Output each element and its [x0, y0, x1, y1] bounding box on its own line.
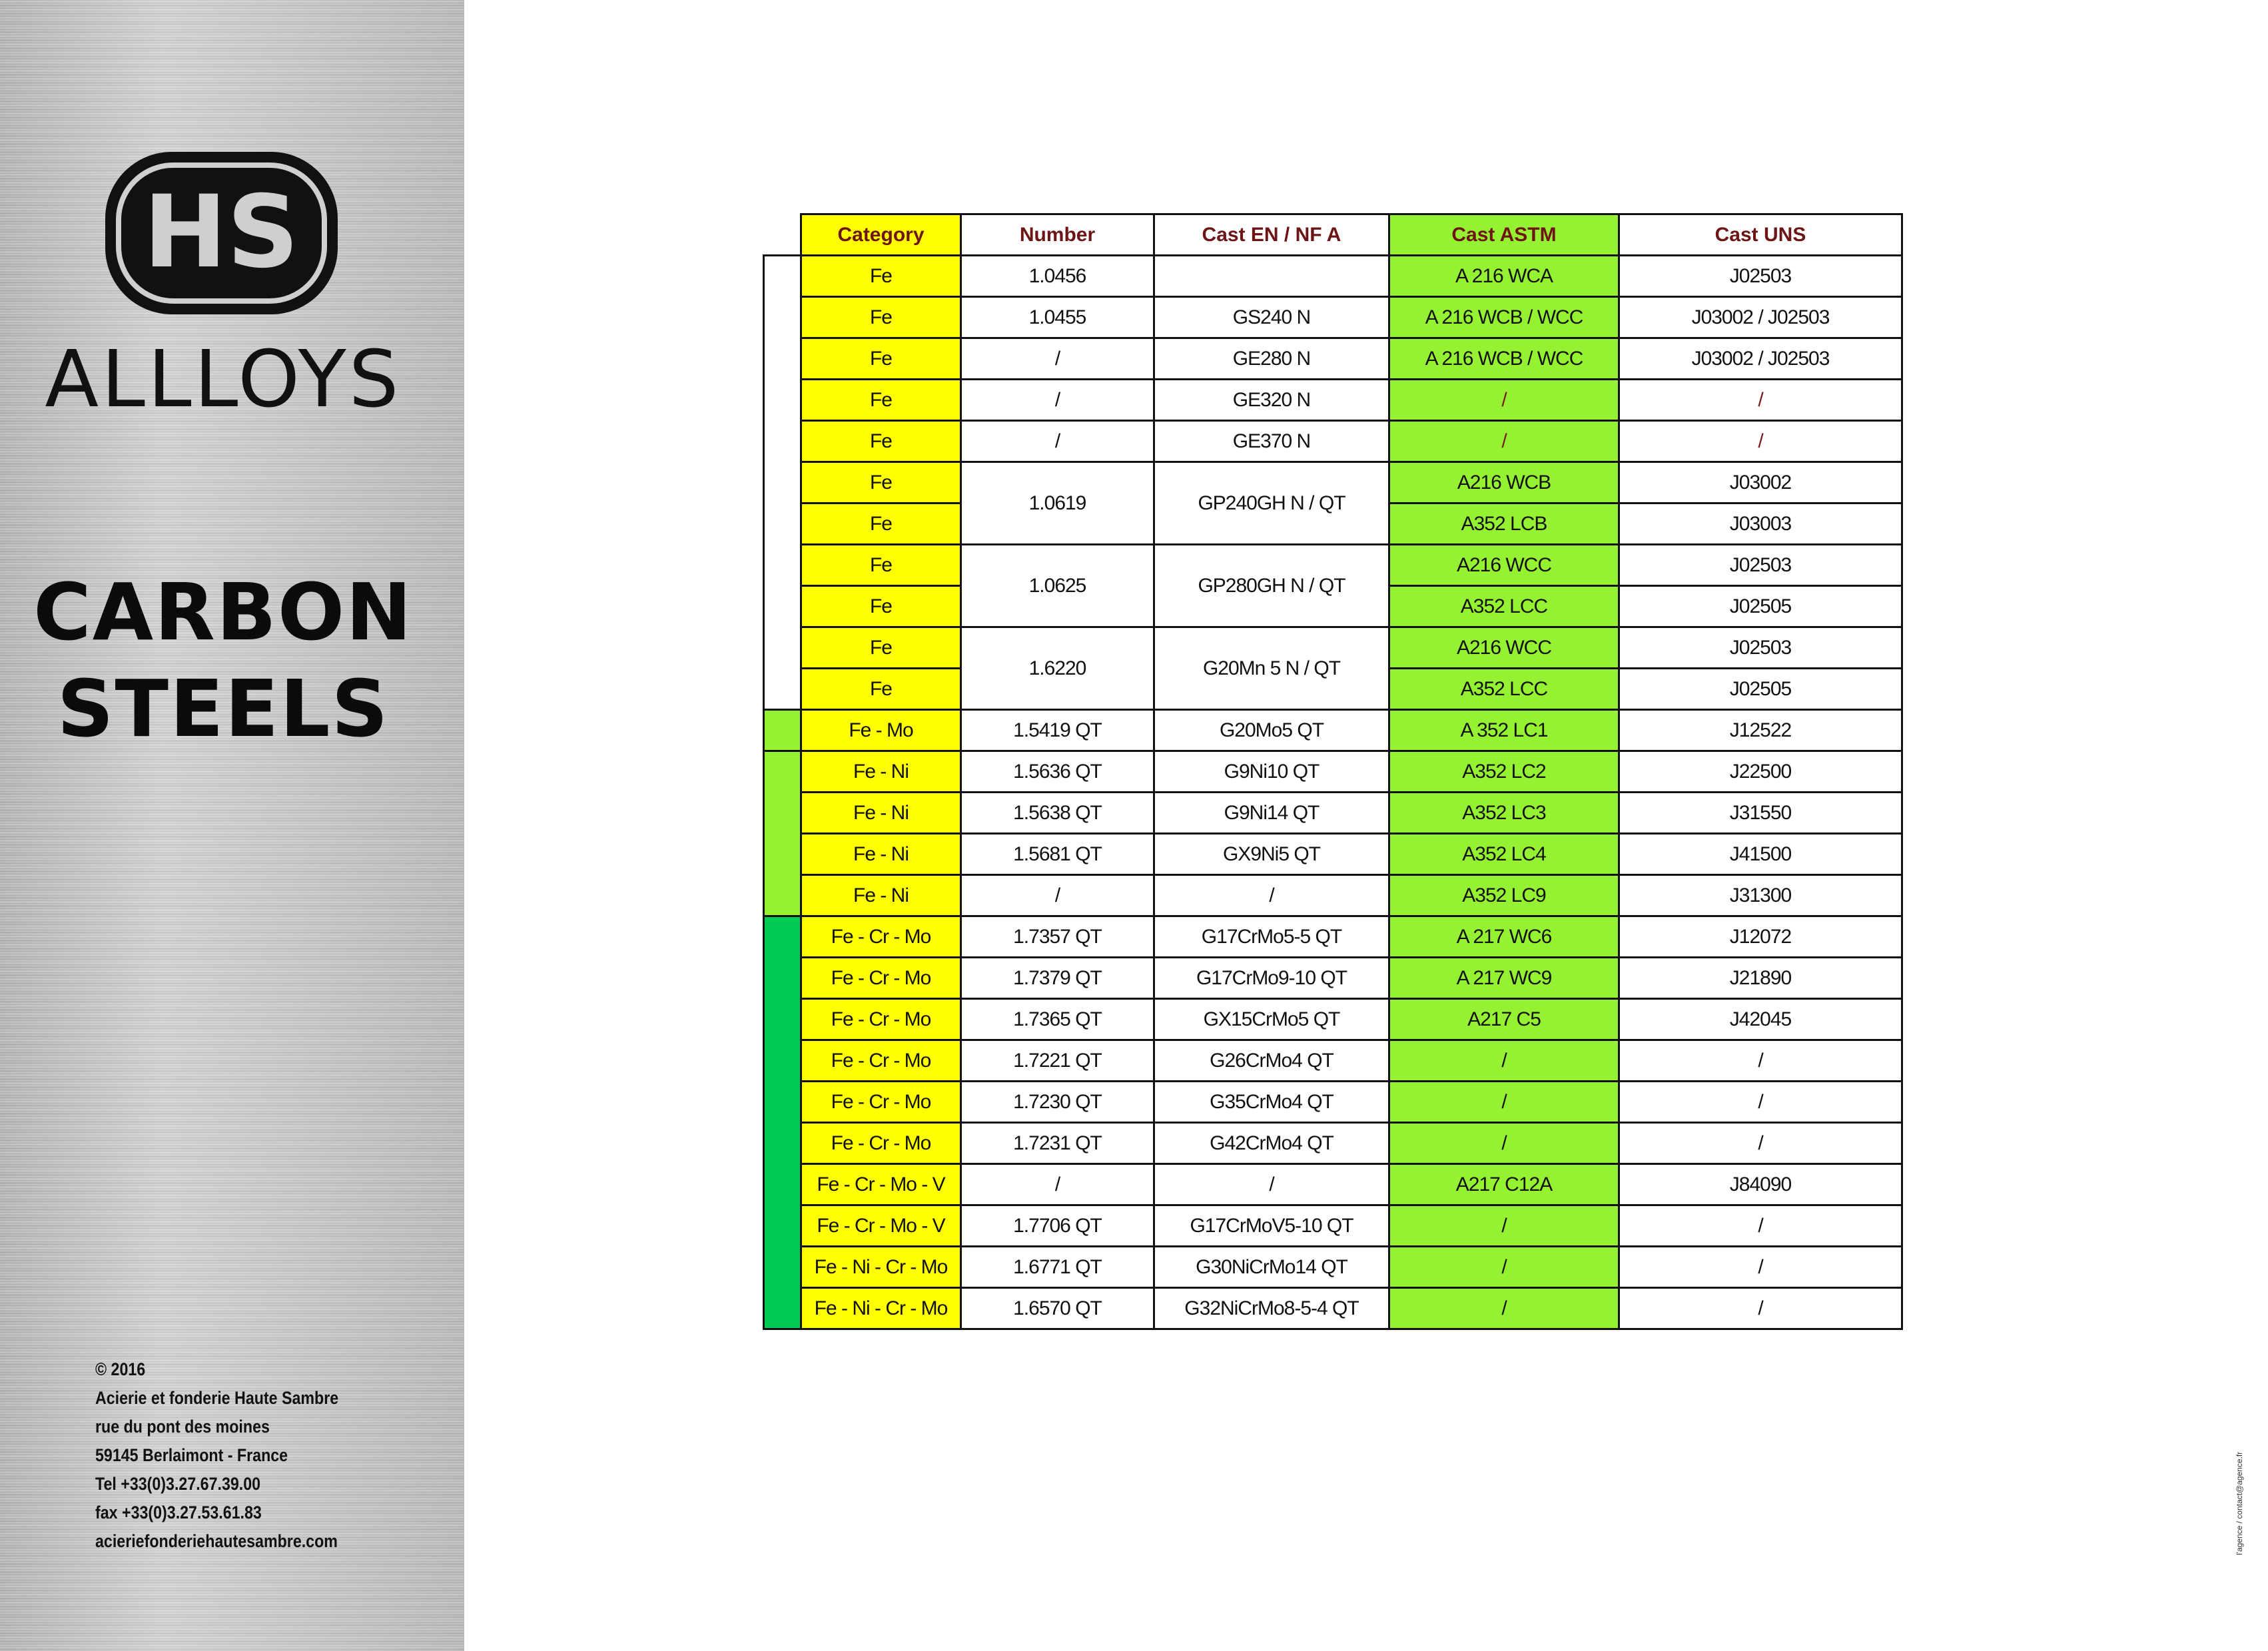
cell-cast-uns: J31550: [1619, 793, 1902, 834]
table-row: [764, 751, 1902, 793]
cell-cast-uns: J02505: [1619, 586, 1902, 627]
cell-cast-en: /: [1154, 875, 1389, 916]
cell-cast-en: GP280GH N / QT: [1154, 545, 1389, 627]
cell-number: /: [961, 380, 1154, 421]
cell-cast-astm: A352 LC2: [1389, 751, 1619, 793]
cell-cast-astm: /: [1389, 1205, 1619, 1247]
cell-number: 1.6220: [961, 627, 1154, 710]
cell-category: Fe: [801, 421, 961, 462]
cell-category: Fe - Ni: [801, 751, 961, 793]
table-row: [764, 1123, 1902, 1164]
cell-cast-uns: J02505: [1619, 669, 1902, 710]
table-row: [764, 627, 1902, 669]
cell-cast-astm: A352 LC4: [1389, 834, 1619, 875]
copyright: © 2016: [95, 1359, 146, 1379]
svg-text:HS: HS: [143, 174, 299, 290]
table-row: [764, 256, 1902, 297]
cell-cast-uns: J12072: [1619, 916, 1902, 958]
table-row: [764, 834, 1902, 875]
cell-category: Fe - Cr - Mo: [801, 999, 961, 1040]
cell-cast-en: /: [1154, 1164, 1389, 1205]
cell-cast-en: GS240 N: [1154, 297, 1389, 338]
cell-cast-uns: J31300: [1619, 875, 1902, 916]
agency-credit: [2235, 1382, 2255, 1555]
cell-cast-uns: J12522: [1619, 710, 1902, 751]
cell-category: Fe - Mo: [801, 710, 961, 751]
table-row: [764, 380, 1902, 421]
cell-cast-uns: J22500: [1619, 751, 1902, 793]
table-row: [764, 793, 1902, 834]
table-header-row: [764, 214, 1902, 256]
cell-cast-en: G20Mn 5 N / QT: [1154, 627, 1389, 710]
table-row: [764, 916, 1902, 958]
cell-cast-en: G17CrMoV5-10 QT: [1154, 1205, 1389, 1247]
cell-cast-uns: J41500: [1619, 834, 1902, 875]
cell-cast-astm: A217 C5: [1389, 999, 1619, 1040]
cell-cast-astm: A 216 WCB / WCC: [1389, 338, 1619, 380]
cell-cast-astm: A217 C12A: [1389, 1164, 1619, 1205]
cell-cast-en: [1154, 256, 1389, 297]
cell-cast-uns: J02503: [1619, 545, 1902, 586]
table-row: [764, 875, 1902, 916]
cell-category: Fe - Cr - Mo: [801, 1082, 961, 1123]
cell-cast-astm: A216 WCB: [1389, 462, 1619, 503]
page-title-line2: STEELS: [57, 663, 390, 755]
cell-cast-astm: A 217 WC6: [1389, 916, 1619, 958]
table-row: [764, 710, 1902, 751]
cell-number: 1.7357 QT: [961, 916, 1154, 958]
group-header-blank: [764, 214, 801, 256]
cell-cast-astm: A352 LC3: [1389, 793, 1619, 834]
hs-logo-icon: [100, 147, 343, 320]
cell-cast-en: GE370 N: [1154, 421, 1389, 462]
table-row: [764, 1082, 1902, 1123]
cell-cast-astm: A352 LCC: [1389, 586, 1619, 627]
city-address: 59145 Berlaimont - France: [95, 1445, 288, 1465]
cell-number: /: [961, 875, 1154, 916]
cell-cast-en: G9Ni14 QT: [1154, 793, 1389, 834]
cell-cast-uns: /: [1619, 1247, 1902, 1288]
cell-cast-uns: /: [1619, 380, 1902, 421]
cell-number: 1.6570 QT: [961, 1288, 1154, 1329]
cell-category: Fe: [801, 338, 961, 380]
cell-number: 1.7221 QT: [961, 1040, 1154, 1082]
table-row: [764, 1164, 1902, 1205]
cell-cast-astm: /: [1389, 1247, 1619, 1288]
cell-category: Fe: [801, 297, 961, 338]
cell-cast-astm: A 216 WCA: [1389, 256, 1619, 297]
group-marker-mo: [764, 710, 801, 751]
cell-category: Fe - Cr - Mo: [801, 1123, 961, 1164]
cell-cast-uns: J03003: [1619, 503, 1902, 545]
cell-number: 1.7365 QT: [961, 999, 1154, 1040]
table-row: [764, 421, 1902, 462]
cell-category: Fe: [801, 669, 961, 710]
header-category: Category: [801, 214, 961, 256]
cell-number: 1.7230 QT: [961, 1082, 1154, 1123]
cell-cast-astm: A 217 WC9: [1389, 958, 1619, 999]
cell-number: 1.7231 QT: [961, 1123, 1154, 1164]
cell-cast-en: G20Mo5 QT: [1154, 710, 1389, 751]
cell-cast-en: GX15CrMo5 QT: [1154, 999, 1389, 1040]
cell-cast-astm: A 216 WCB / WCC: [1389, 297, 1619, 338]
group-marker-fe: [764, 256, 801, 710]
cell-category: Fe: [801, 627, 961, 669]
cell-cast-en: G26CrMo4 QT: [1154, 1040, 1389, 1082]
cell-cast-uns: /: [1619, 1205, 1902, 1247]
table-row: [764, 1205, 1902, 1247]
table-row: [764, 1247, 1902, 1288]
cell-cast-uns: J02503: [1619, 256, 1902, 297]
cell-cast-uns: J42045: [1619, 999, 1902, 1040]
header-cast-en: Cast EN / NF A: [1154, 214, 1389, 256]
header-number: Number: [961, 214, 1154, 256]
cell-cast-astm: /: [1389, 380, 1619, 421]
cell-number: 1.0625: [961, 545, 1154, 627]
cell-cast-astm: A216 WCC: [1389, 545, 1619, 586]
cell-cast-en: G30NiCrMo14 QT: [1154, 1247, 1389, 1288]
sidebar: [0, 0, 464, 1651]
cell-cast-en: G17CrMo5-5 QT: [1154, 916, 1389, 958]
cell-number: 1.7706 QT: [961, 1205, 1154, 1247]
cell-category: Fe: [801, 462, 961, 503]
cell-category: Fe - Ni - Cr - Mo: [801, 1247, 961, 1288]
agency-credit-text: l'agence / contact@agence.fr: [2235, 1451, 2244, 1555]
cell-category: Fe: [801, 545, 961, 586]
cell-cast-astm: A216 WCC: [1389, 627, 1619, 669]
cell-number: 1.6771 QT: [961, 1247, 1154, 1288]
cell-number: /: [961, 421, 1154, 462]
table-row: [764, 958, 1902, 999]
cell-cast-astm: /: [1389, 1288, 1619, 1329]
cell-cast-astm: A352 LCB: [1389, 503, 1619, 545]
cell-cast-astm: A 352 LC1: [1389, 710, 1619, 751]
table-row: [764, 1040, 1902, 1082]
cell-cast-uns: /: [1619, 1082, 1902, 1123]
cell-number: 1.0455: [961, 297, 1154, 338]
cell-cast-en: GE320 N: [1154, 380, 1389, 421]
cell-cast-uns: J84090: [1619, 1164, 1902, 1205]
cell-cast-en: G35CrMo4 QT: [1154, 1082, 1389, 1123]
cell-cast-astm: /: [1389, 421, 1619, 462]
page-title-line1: CARBON: [33, 566, 413, 658]
cell-number: 1.5681 QT: [961, 834, 1154, 875]
cell-cast-astm: A352 LCC: [1389, 669, 1619, 710]
cell-category: Fe - Cr - Mo: [801, 958, 961, 999]
cell-category: Fe: [801, 586, 961, 627]
website-link[interactable]: acieriefonderiehautesambre.com: [95, 1531, 338, 1551]
cell-number: 1.5636 QT: [961, 751, 1154, 793]
cell-cast-en: G9Ni10 QT: [1154, 751, 1389, 793]
group-marker-cr: [764, 916, 801, 1329]
cell-cast-uns: J02503: [1619, 627, 1902, 669]
cell-category: Fe: [801, 256, 961, 297]
cell-category: Fe - Ni: [801, 793, 961, 834]
phone-number: Tel +33(0)3.27.67.39.00: [95, 1474, 261, 1494]
cell-category: Fe - Cr - Mo: [801, 1040, 961, 1082]
alloy-table: [763, 213, 1903, 1330]
cell-number: 1.7379 QT: [961, 958, 1154, 999]
cell-cast-en: GX9Ni5 QT: [1154, 834, 1389, 875]
cell-cast-en: G42CrMo4 QT: [1154, 1123, 1389, 1164]
fax-number: fax +33(0)3.27.53.61.83: [95, 1502, 262, 1522]
cell-cast-uns: /: [1619, 1123, 1902, 1164]
alloy-table-container: [763, 213, 1903, 1330]
cell-category: Fe - Ni - Cr - Mo: [801, 1288, 961, 1329]
cell-number: 1.0619: [961, 462, 1154, 545]
cell-number: 1.5419 QT: [961, 710, 1154, 751]
cell-cast-uns: /: [1619, 1040, 1902, 1082]
cell-cast-en: G32NiCrMo8-5-4 QT: [1154, 1288, 1389, 1329]
cell-cast-en: GE280 N: [1154, 338, 1389, 380]
cell-category: Fe - Cr - Mo: [801, 916, 961, 958]
cell-category: Fe - Ni: [801, 875, 961, 916]
header-cast-astm: Cast ASTM: [1389, 214, 1619, 256]
cell-cast-astm: /: [1389, 1040, 1619, 1082]
table-row: [764, 297, 1902, 338]
cell-category: Fe: [801, 380, 961, 421]
group-marker-ni: [764, 751, 801, 916]
cell-number: /: [961, 1164, 1154, 1205]
brand-name: ALLLOYS: [45, 333, 402, 425]
cell-cast-astm: A352 LC9: [1389, 875, 1619, 916]
cell-category: Fe - Cr - Mo - V: [801, 1205, 961, 1247]
table-row: [764, 1288, 1902, 1329]
cell-cast-uns: /: [1619, 1288, 1902, 1329]
table-row: [764, 462, 1902, 503]
cell-cast-uns: /: [1619, 421, 1902, 462]
header-cast-uns: Cast UNS: [1619, 214, 1902, 256]
cell-category: Fe: [801, 503, 961, 545]
cell-cast-uns: J21890: [1619, 958, 1902, 999]
cell-cast-astm: /: [1389, 1123, 1619, 1164]
cell-cast-uns: J03002: [1619, 462, 1902, 503]
cell-number: 1.5638 QT: [961, 793, 1154, 834]
cell-cast-uns: J03002 / J02503: [1619, 297, 1902, 338]
cell-number: /: [961, 338, 1154, 380]
cell-category: Fe - Ni: [801, 834, 961, 875]
table-row: [764, 338, 1902, 380]
cell-cast-en: GP240GH N / QT: [1154, 462, 1389, 545]
cell-category: Fe - Cr - Mo - V: [801, 1164, 961, 1205]
contact-block: [95, 1355, 442, 1556]
table-row: [764, 545, 1902, 586]
street-address: rue du pont des moines: [95, 1417, 270, 1437]
cell-number: 1.0456: [961, 256, 1154, 297]
table-row: [764, 999, 1902, 1040]
cell-cast-en: G17CrMo9-10 QT: [1154, 958, 1389, 999]
cell-cast-uns: J03002 / J02503: [1619, 338, 1902, 380]
cell-cast-astm: /: [1389, 1082, 1619, 1123]
company-name: Acierie et fonderie Haute Sambre: [95, 1388, 339, 1408]
